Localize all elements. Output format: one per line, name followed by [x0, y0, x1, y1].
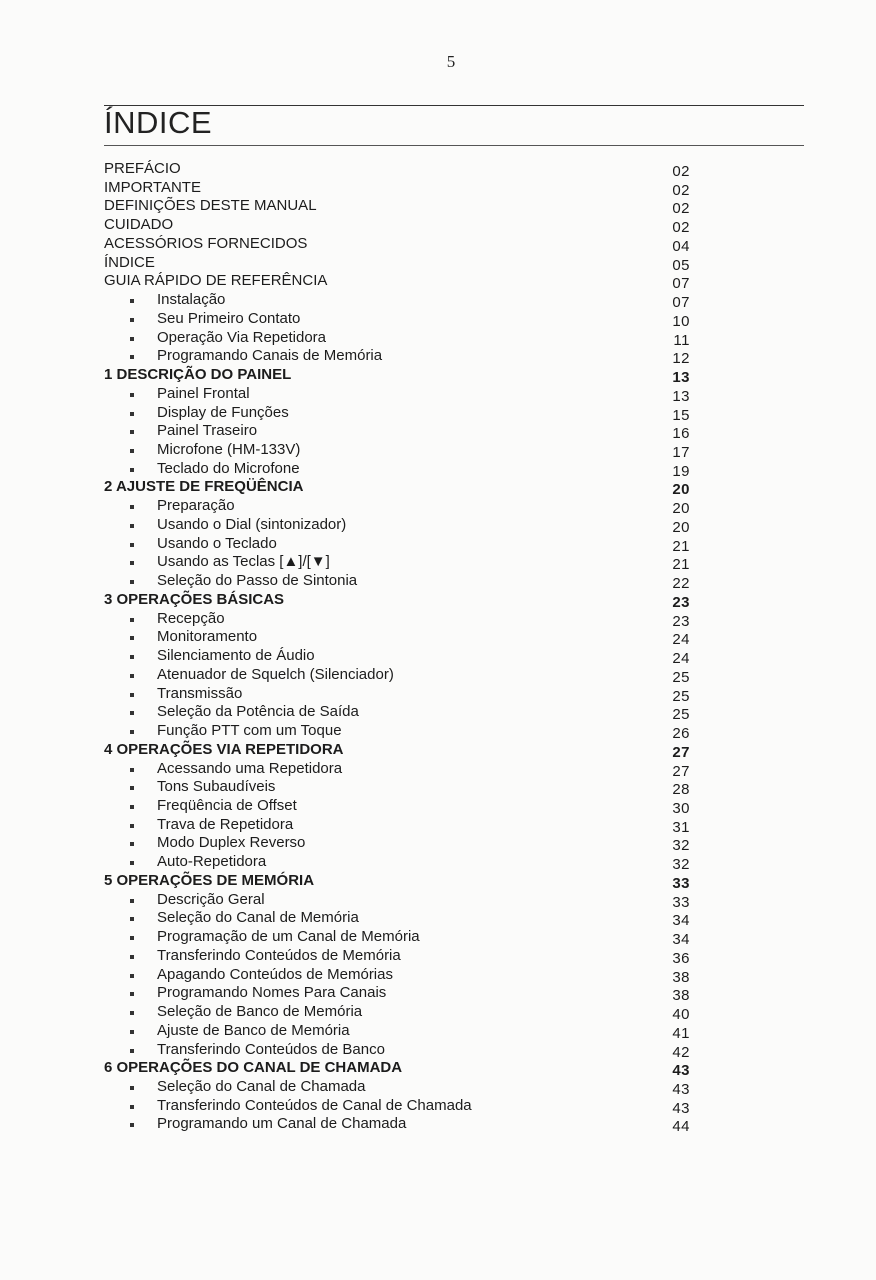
toc-entry-row	[104, 216, 690, 235]
toc-subsection-row	[104, 1097, 690, 1116]
toc-subsection-row	[104, 535, 690, 554]
toc-chapter-row	[104, 478, 690, 497]
toc-page-number: 22	[672, 575, 690, 593]
toc-entry-label: Seu Primeiro Contato	[157, 309, 301, 327]
toc-chapter-row	[104, 366, 690, 385]
toc-entry-label: GUIA RÁPIDO DE REFERÊNCIA	[104, 272, 328, 290]
toc-page-number: 36	[672, 949, 690, 967]
toc-entry-label: Microfone (HM-133V)	[157, 441, 301, 459]
bullet-icon	[130, 955, 134, 959]
bullet-icon	[130, 580, 134, 584]
toc-page-number: 15	[672, 406, 690, 424]
bullet-icon	[130, 730, 134, 734]
bullet-icon	[130, 355, 134, 359]
bullet-icon	[130, 992, 134, 996]
toc-page-number: 25	[672, 668, 690, 686]
toc-subsection-row	[104, 647, 690, 666]
toc-subsection-row	[104, 310, 690, 329]
toc-subsection-row	[104, 1078, 690, 1097]
toc-entry-label: Monitoramento	[157, 628, 258, 646]
bullet-icon	[130, 899, 134, 903]
toc-entry-row	[104, 160, 690, 179]
toc-page-number: 41	[672, 1024, 690, 1042]
toc-page-number: 43	[672, 1099, 690, 1117]
bullet-icon	[130, 861, 134, 865]
toc-chapter-row	[104, 591, 690, 610]
toc-entry-row	[104, 272, 690, 291]
bullet-icon	[130, 1105, 134, 1109]
toc-entry-label: Programando um Canal de Chamada	[157, 1115, 407, 1133]
toc-entry-label: Função PTT com um Toque	[157, 722, 342, 740]
toc-entry-label: 2 AJUSTE DE FREQÜÊNCIA	[104, 478, 304, 496]
toc-entry-label: Recepção	[157, 609, 225, 627]
toc-entry-label: Transferindo Conteúdos de Memória	[157, 946, 401, 964]
toc-subsection-row	[104, 1022, 690, 1041]
bullet-icon	[130, 824, 134, 828]
toc-page-number: 43	[672, 1080, 690, 1098]
toc-page-number: 44	[672, 1118, 690, 1136]
toc-page-number: 31	[672, 818, 690, 836]
bullet-icon	[130, 543, 134, 547]
toc-subsection-row	[104, 291, 690, 310]
toc-entry-label: 6 OPERAÇÕES DO CANAL DE CHAMADA	[104, 1059, 403, 1077]
toc-entry-label: Descrição Geral	[157, 890, 265, 908]
bullet-icon	[130, 974, 134, 978]
toc-page-number: 25	[672, 687, 690, 705]
toc-page-number: 21	[672, 537, 690, 555]
toc-subsection-row	[104, 685, 690, 704]
bullet-icon	[130, 561, 134, 565]
toc-entry-label: CUIDADO	[104, 216, 174, 234]
bullet-icon	[130, 936, 134, 940]
toc-entry-label: 4 OPERAÇÕES VIA REPETIDORA	[104, 740, 344, 758]
toc-page-number: 24	[672, 650, 690, 668]
toc-entry-label: Seleção do Canal de Memória	[157, 909, 359, 927]
toc-entry-label: Seleção de Banco de Memória	[157, 1003, 363, 1021]
toc-page-number: 33	[672, 874, 690, 892]
toc-entry-label: IMPORTANTE	[104, 178, 201, 196]
toc-entry-label: DEFINIÇÕES DESTE MANUAL	[104, 197, 317, 215]
toc-entry-label: Transferindo Conteúdos de Banco	[157, 1040, 385, 1058]
bullet-icon	[130, 1123, 134, 1127]
bullet-icon	[130, 805, 134, 809]
toc-entry-label: Seleção do Canal de Chamada	[157, 1077, 366, 1095]
toc-entry-label: 3 OPERAÇÕES BÁSICAS	[104, 590, 285, 608]
toc-subsection-row	[104, 1115, 690, 1134]
toc-subsection-row	[104, 891, 690, 910]
toc-page-number: 10	[672, 312, 690, 330]
toc-page-number: 07	[672, 294, 690, 312]
toc-entry-label: Usando o Teclado	[157, 534, 277, 552]
toc-page-number: 42	[672, 1043, 690, 1061]
bullet-icon	[130, 430, 134, 434]
toc-entry-label: Display de Funções	[157, 403, 289, 421]
toc-entry-label: Teclado do Microfone	[157, 459, 300, 477]
toc-page-number: 40	[672, 1006, 690, 1024]
toc-entry-label: Painel Frontal	[157, 384, 250, 402]
toc-page-number: 17	[672, 444, 690, 462]
toc-page-number: 04	[672, 237, 690, 255]
toc-subsection-row	[104, 572, 690, 591]
toc-entry-label: Apagando Conteúdos de Memórias	[157, 965, 393, 983]
toc-page-number: 21	[672, 556, 690, 574]
toc-entry-label: Seleção do Passo de Sintonia	[157, 572, 358, 590]
toc-page-number: 28	[672, 781, 690, 799]
toc-subsection-row	[104, 797, 690, 816]
bullet-icon	[130, 636, 134, 640]
toc-entry-label: Silenciamento de Áudio	[157, 647, 315, 665]
toc-subsection-row	[104, 947, 690, 966]
toc-subsection-row	[104, 816, 690, 835]
bullet-icon	[130, 768, 134, 772]
toc-entry-label: Preparação	[157, 497, 235, 515]
toc-page-number: 38	[672, 968, 690, 986]
toc-entry-label: Programando Canais de Memória	[157, 347, 383, 365]
toc-entry-label: Usando o Dial (sintonizador)	[157, 515, 347, 533]
bullet-icon	[130, 1011, 134, 1015]
toc-entry-label: Programação de um Canal de Memória	[157, 928, 420, 946]
toc-page-number: 43	[672, 1062, 690, 1080]
toc-page-number: 26	[672, 725, 690, 743]
toc-entry-label: ÍNDICE	[104, 253, 155, 271]
toc-page-number: 27	[672, 743, 690, 761]
toc-entry-label: 5 OPERAÇÕES DE MEMÓRIA	[104, 871, 315, 889]
bullet-icon	[130, 786, 134, 790]
toc-page-number: 32	[672, 837, 690, 855]
toc-page-number: 02	[672, 200, 690, 218]
toc-page-number: 16	[672, 425, 690, 443]
toc-subsection-row	[104, 666, 690, 685]
bullet-icon	[130, 842, 134, 846]
toc-page-number: 02	[672, 181, 690, 199]
toc-entry-label: Tons Subaudíveis	[157, 778, 276, 796]
bullet-icon	[130, 674, 134, 678]
toc-subsection-row	[104, 385, 690, 404]
toc-subsection-row	[104, 966, 690, 985]
toc-subsection-row	[104, 441, 690, 460]
toc-subsection-row	[104, 909, 690, 928]
toc-page-number: 07	[672, 275, 690, 293]
toc-page-number: 23	[672, 593, 690, 611]
toc-page-number: 30	[672, 799, 690, 817]
toc-entry-label: Operação Via Repetidora	[157, 328, 326, 346]
bullet-icon	[130, 412, 134, 416]
toc-entry-row	[104, 254, 690, 273]
toc-subsection-row	[104, 722, 690, 741]
toc-subsection-row	[104, 347, 690, 366]
toc-entry-label: Programando Nomes Para Canais	[157, 984, 387, 1002]
toc-subsection-row	[104, 1041, 690, 1060]
toc-subsection-row	[104, 329, 690, 348]
toc-subsection-row	[104, 834, 690, 853]
toc-subsection-row	[104, 760, 690, 779]
page-number: 5	[446, 52, 456, 71]
toc-page-number: 02	[672, 163, 690, 180]
bullet-icon	[130, 337, 134, 341]
toc-entry-row	[104, 197, 690, 216]
toc-subsection-row	[104, 610, 690, 629]
bullet-icon	[130, 449, 134, 453]
bullet-icon	[130, 917, 134, 921]
toc-entry-label: Freqüência de Offset	[157, 796, 297, 814]
bullet-icon	[130, 318, 134, 322]
toc-subsection-row	[104, 497, 690, 516]
toc-subsection-row	[104, 778, 690, 797]
toc-page-number: 38	[672, 987, 690, 1005]
bullet-icon	[130, 1086, 134, 1090]
toc-subsection-row	[104, 516, 690, 535]
toc-entry-label: Transmissão	[157, 684, 243, 702]
toc-subsection-row	[104, 628, 690, 647]
toc-entry-label: Instalação	[157, 291, 226, 309]
toc-subsection-row	[104, 703, 690, 722]
toc-chapter-row	[104, 1059, 690, 1078]
toc-chapter-row	[104, 741, 690, 760]
toc-subsection-row	[104, 853, 690, 872]
bullet-icon	[130, 524, 134, 528]
toc-page-number: 34	[672, 931, 690, 949]
toc-page-number: 25	[672, 706, 690, 724]
bullet-icon	[130, 393, 134, 397]
toc-subsection-row	[104, 404, 690, 423]
toc-page-number: 05	[672, 256, 690, 274]
toc-entry-label: ACESSÓRIOS FORNECIDOS	[104, 234, 308, 252]
toc-entry-label: Acessando uma Repetidora	[157, 759, 343, 777]
bullet-icon	[130, 468, 134, 472]
toc-page-number: 12	[672, 350, 690, 368]
page-title: ÍNDICE	[104, 105, 213, 140]
toc-entry-label: Painel Traseiro	[157, 422, 258, 440]
toc-page-number: 20	[672, 481, 690, 499]
toc-page-number: 34	[672, 912, 690, 930]
toc-entry-label: Seleção da Potência de Saída	[157, 703, 359, 721]
toc-chapter-row	[104, 872, 690, 891]
toc-entry-label: 1 DESCRIÇÃO DO PAINEL	[104, 366, 292, 384]
toc-entry-label: PREFÁCIO	[104, 160, 181, 177]
toc-entry-row	[104, 235, 690, 254]
bullet-icon	[130, 1030, 134, 1034]
toc-entry-label: Ajuste de Banco de Memória	[157, 1021, 350, 1039]
toc-page-number: 13	[672, 387, 690, 405]
toc-entry-label: Trava de Repetidora	[157, 815, 294, 833]
toc-page-number: 33	[672, 893, 690, 911]
toc-page-number: 27	[672, 762, 690, 780]
toc-page-number: 24	[672, 631, 690, 649]
toc-page-number: 02	[672, 219, 690, 237]
toc-entry-label: Atenuador de Squelch (Silenciador)	[157, 665, 394, 683]
toc-subsection-row	[104, 553, 690, 572]
toc-page-number: 32	[672, 856, 690, 874]
toc-page-number: 13	[672, 369, 690, 387]
table-of-contents	[104, 160, 690, 1134]
toc-page-number: 23	[672, 612, 690, 630]
toc-entry-label: Transferindo Conteúdos de Canal de Chamada	[157, 1096, 472, 1114]
bullet-icon	[130, 299, 134, 303]
toc-entry-label: Modo Duplex Reverso	[157, 834, 306, 852]
toc-entry-row	[104, 179, 690, 198]
bullet-icon	[130, 693, 134, 697]
toc-page-number: 20	[672, 500, 690, 518]
toc-subsection-row	[104, 928, 690, 947]
toc-entry-label: Auto-Repetidora	[157, 853, 267, 871]
title-bottom-rule	[104, 145, 804, 146]
toc-subsection-row	[104, 460, 690, 479]
toc-subsection-row	[104, 1003, 690, 1022]
toc-subsection-row	[104, 422, 690, 441]
toc-page-number: 11	[673, 331, 690, 349]
bullet-icon	[130, 1049, 134, 1053]
toc-subsection-row	[104, 984, 690, 1003]
toc-page-number: 19	[672, 462, 690, 480]
toc-page-number: 20	[672, 518, 690, 536]
bullet-icon	[130, 655, 134, 659]
bullet-icon	[130, 505, 134, 509]
bullet-icon	[130, 618, 134, 622]
bullet-icon	[130, 711, 134, 715]
toc-entry-label: Usando as Teclas [▲]/[▼]	[157, 553, 330, 571]
